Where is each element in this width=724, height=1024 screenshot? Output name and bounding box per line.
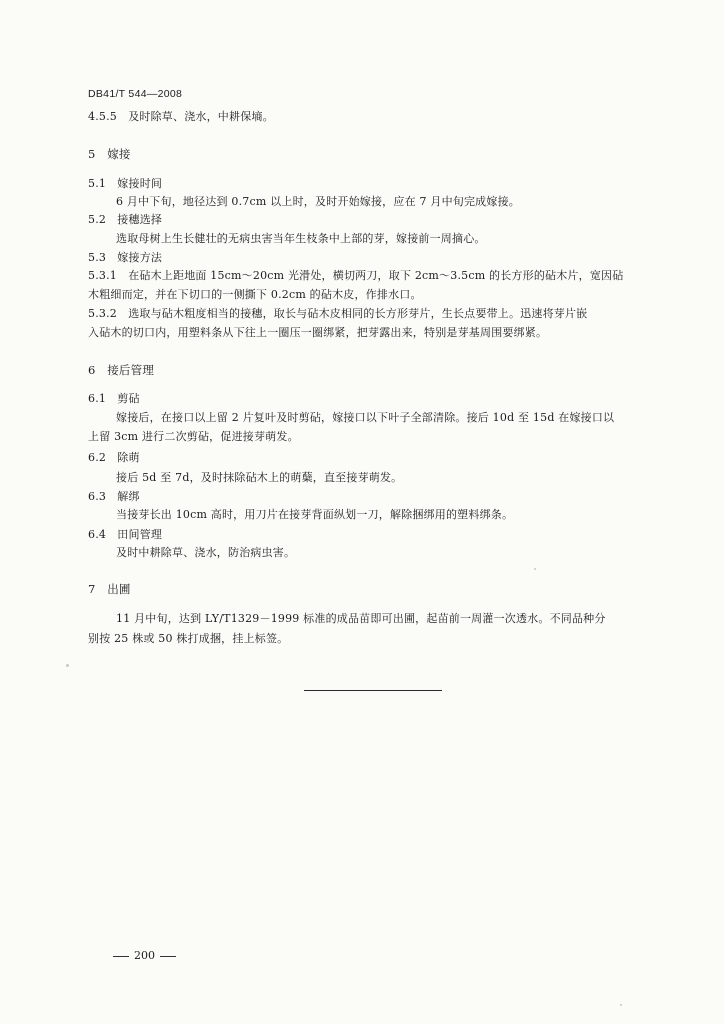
- clause-4-5-5: 4.5.5 及时除草、浇水，中耕保墒。: [88, 110, 274, 123]
- section-7-text-line-2: 别按 25 株或 50 株打成捆，挂上标签。: [88, 632, 289, 645]
- section-7-text-line-1: 11 月中旬，达到 LY/T1329－1999 标准的成品苗即可出圃，起苗前一周灌一次透水。不同品种分: [116, 612, 606, 625]
- section-6-4-heading: 6.4 田间管理: [88, 528, 163, 541]
- document-code: DB41/T 544—2008: [88, 88, 183, 100]
- clause-5-3-2-line-1: 5.3.2 选取与砧木粗度相当的接穗，取长与砧木皮相同的长方形芽片，生长点要带上。迅速将芽片嵌: [88, 307, 588, 320]
- section-5-1-heading: 5.1 嫁接时间: [88, 177, 163, 190]
- scan-speck: [66, 664, 69, 667]
- page-number-dash-right: [160, 956, 176, 957]
- section-6-3-heading: 6.3 解绑: [88, 490, 140, 503]
- page-number: [108, 949, 181, 962]
- section-7-heading: 7 出圃: [88, 582, 131, 596]
- section-6-1-text-line-2: 上留 3cm 进行二次剪砧，促进接芽萌发。: [88, 430, 299, 443]
- page-number-dash-left: [113, 956, 129, 957]
- section-6-heading: 6 接后管理: [88, 363, 155, 377]
- section-5-heading: 5 嫁接: [88, 147, 131, 161]
- end-rule: [304, 690, 442, 691]
- section-5-1-text: 6 月中下旬，地径达到 0.7cm 以上时，及时开始嫁接，应在 7 月中旬完成嫁接。: [116, 195, 520, 208]
- section-6-1-heading: 6.1 剪砧: [88, 392, 140, 405]
- section-6-2-heading: 6.2 除萌: [88, 451, 140, 464]
- clause-5-3-2-line-2: 入砧木的切口内，用塑料条从下往上一圈压一圈绑紧，把芽露出来，特别是芽基周围要绑紧。: [88, 326, 548, 339]
- page-number-value: 200: [134, 949, 155, 962]
- section-6-4-text: 及时中耕除草、浇水，防治病虫害。: [116, 546, 296, 559]
- section-6-1-text-line-1: 嫁接后，在接口以上留 2 片复叶及时剪砧，嫁接口以下叶子全部清除。接后 10d 至 15d 在嫁接口以: [116, 411, 615, 424]
- section-5-2-heading: 5.2 接穗选择: [88, 213, 163, 226]
- scan-speck: [534, 568, 536, 570]
- section-5-3-heading: 5.3 嫁接方法: [88, 251, 163, 264]
- section-6-3-text: 当接芽长出 10cm 高时，用刀片在接芽背面纵划一刀，解除捆绑用的塑料绑条。: [116, 508, 514, 521]
- clause-5-3-1-line-1: 5.3.1 在砧木上距地面 15cm～20cm 光滑处，横切两刀，取下 2cm～3.5cm 的长方形的砧木片，宽因砧: [88, 269, 624, 282]
- section-6-2-text: 接后 5d 至 7d，及时抹除砧木上的萌蘖，直至接芽萌发。: [116, 471, 403, 484]
- section-5-2-text: 选取母树上生长健壮的无病虫害当年生枝条中上部的芽，嫁接前一周摘心。: [116, 232, 486, 245]
- scan-speck: [620, 1004, 622, 1006]
- clause-5-3-1-line-2: 木粗细而定，并在下切口的一侧撕下 0.2cm 的砧木皮，作排水口。: [88, 288, 422, 301]
